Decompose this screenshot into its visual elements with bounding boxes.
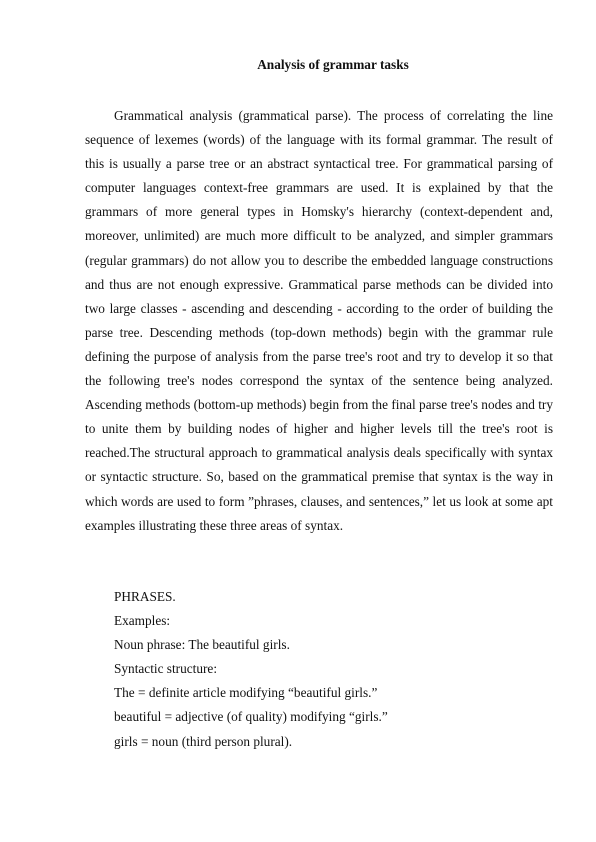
examples-block xyxy=(114,585,554,754)
syntactic-structure-label: Syntactic structure: xyxy=(114,661,218,677)
document-title: Analysis of grammar tasks xyxy=(257,57,409,72)
structure-line-girls: girls = noun (third person plural). xyxy=(114,733,293,749)
section-heading-phrases: PHRASES. xyxy=(114,589,176,604)
structure-line-the: The = definite article modifying “beautiful girls.” xyxy=(114,685,378,701)
structure-line-beautiful: beautiful = adjective (of quality) modifying “girls.” xyxy=(114,709,388,725)
examples-label: Examples: xyxy=(114,613,171,629)
noun-phrase-example: Noun phrase: The beautiful girls. xyxy=(114,637,290,653)
body-paragraph: Grammatical analysis (grammatical parse). The process of correlating the line sequence of lexemes (words) of the language with its formal grammar. The result of this is usually a parse tree or an abstract syntactical tree. For grammatical parsing of computer languages context-free grammars are used. It is explained by that the grammars of more general types in Homsky's hierarchy (context-dependent and, moreover, unlimited) are much more difficult to be analyzed, and simpler grammars (regular grammars) do not allow you to describe the embedded language constructions and thus are not enough expressive. Grammatical parse methods can be divided into two large classes - ascending and descending - according to the order of building the parse tree. Descending methods (top-down methods) begin with the grammar rule defining the purpose of analysis from the parse tree's root and try to develop it so that the following tree's nodes correspond the syntax of the sentence being analyzed. Ascending methods (bottom-up methods) begin from the final parse tree's nodes and try to unite them by building nodes of higher and higher levels till the tree's root is reached.The structural approach to grammatical analysis deals specifically with syntax or syntactic structure. So, based on the grammatical premise that syntax is the way in which words are used to form ”phrases, clauses, and sentences,” let us look at some apt examples illustrating these three areas of syntax. xyxy=(85,108,553,533)
